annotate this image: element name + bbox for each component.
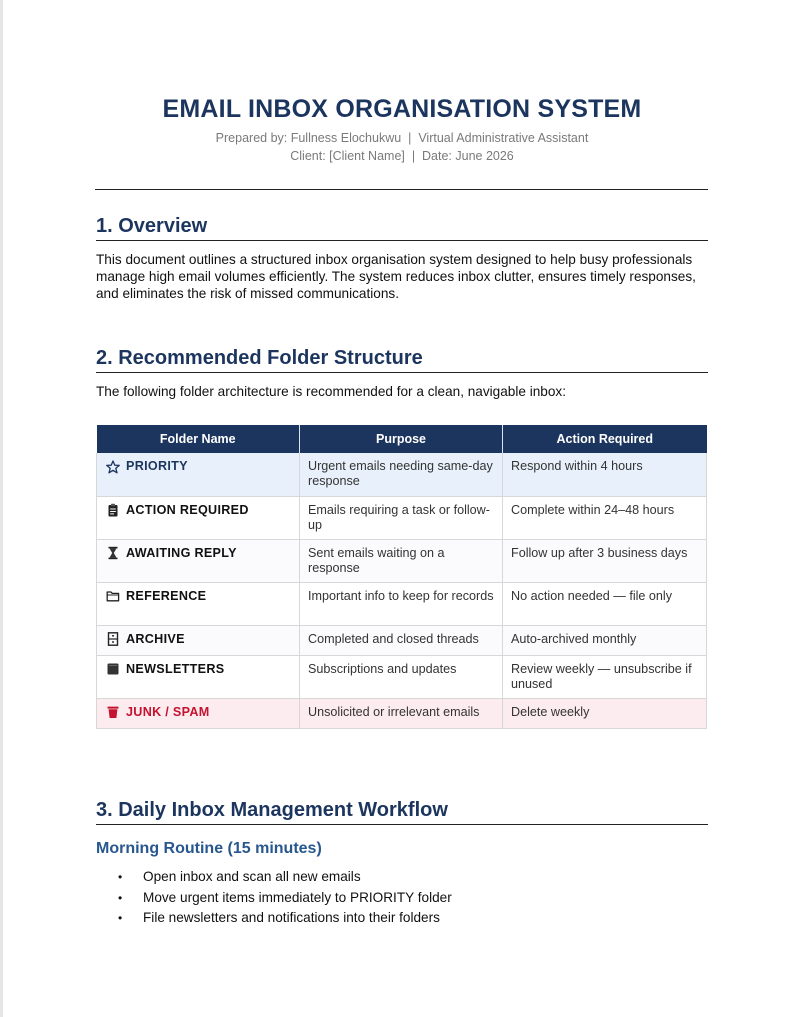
client-date-line: Client: [Client Name] | Date: June 2026 [290, 149, 514, 163]
folder-table-header [97, 425, 707, 453]
folder-name-priority: PRIORITY [106, 459, 188, 474]
column-header-folder-name: Folder Name [97, 425, 300, 453]
purpose-priority: Urgent emails needing same-day response [300, 453, 503, 496]
column-header-purpose: Purpose [300, 425, 503, 453]
purpose-reference: Important info to keep for records [300, 582, 503, 625]
folder-icon [106, 589, 120, 603]
purpose-archive: Completed and closed threads [300, 625, 503, 655]
list-item: • Move urgent items immediately to PRIORITY folder [96, 888, 708, 909]
table-row-action-required [97, 496, 707, 539]
list-item: • File newsletters and notifications into their folders [96, 908, 708, 929]
table-row-junk-spam [97, 698, 707, 728]
table-row-priority [97, 453, 707, 496]
table-row-reference [97, 582, 707, 625]
folder-table [96, 425, 707, 729]
table-row-archive [97, 625, 707, 655]
folder-name-junk-spam: JUNK / SPAM [106, 705, 210, 720]
title-divider [95, 189, 708, 190]
folder-name-action-required: ACTION REQUIRED [106, 503, 249, 518]
document-title: EMAIL INBOX ORGANISATION SYSTEM [162, 95, 642, 123]
folder-name-archive: ARCHIVE [106, 632, 185, 647]
folder-structure-heading: 2. Recommended Folder Structure [96, 345, 708, 373]
star-icon [106, 460, 120, 474]
folder-name-awaiting-reply: AWAITING REPLY [106, 546, 237, 561]
action-junk-spam: Delete weekly [503, 698, 707, 728]
action-archive: Auto-archived monthly [503, 625, 707, 655]
action-reference: No action needed — file only [503, 582, 707, 625]
cabinet-icon [106, 632, 120, 646]
action-awaiting-reply: Follow up after 3 business days [503, 539, 707, 582]
table-row-awaiting-reply [97, 539, 707, 582]
column-header-action-required: Action Required [503, 425, 707, 453]
page-edge [0, 0, 3, 1017]
overview-paragraph: This document outlines a structured inbox organisation system designed to help busy professionals manage high email volumes efficiently. The system reduces inbox clutter, ensures timely responses, and eliminates the risk of missed communications. [96, 252, 696, 301]
list-item: • Open inbox and scan all new emails [96, 867, 708, 888]
hourglass-icon [106, 546, 120, 560]
action-action-required: Complete within 24–48 hours [503, 496, 707, 539]
action-newsletters: Review weekly — unsubscribe if unused [503, 655, 707, 698]
folder-name-reference: REFERENCE [106, 589, 206, 604]
folder-structure-intro: The following folder architecture is recommended for a clean, navigable inbox: [96, 384, 566, 399]
workflow-heading: 3. Daily Inbox Management Workflow [96, 797, 708, 825]
purpose-junk-spam: Unsolicited or irrelevant emails [300, 698, 503, 728]
action-priority: Respond within 4 hours [503, 453, 707, 496]
clipboard-icon [106, 503, 120, 517]
morning-routine-heading: Morning Routine (15 minutes) [96, 840, 322, 857]
overview-heading: 1. Overview [96, 213, 708, 241]
morning-routine-list [96, 867, 708, 929]
purpose-awaiting-reply: Sent emails waiting on a response [300, 539, 503, 582]
table-row-newsletters [97, 655, 707, 698]
prepared-by-line: Prepared by: Fullness Elochukwu | Virtual Administrative Assistant [215, 131, 589, 145]
trash-icon [106, 705, 120, 719]
newspaper-icon [106, 662, 120, 676]
folder-name-newsletters: NEWSLETTERS [106, 662, 224, 677]
purpose-action-required: Emails requiring a task or follow-up [300, 496, 503, 539]
purpose-newsletters: Subscriptions and updates [300, 655, 503, 698]
